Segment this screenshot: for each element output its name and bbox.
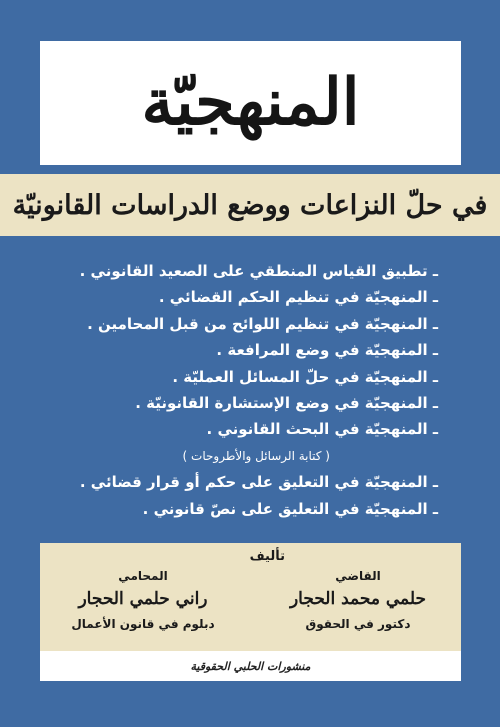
author-role: المحامي: [118, 569, 168, 583]
author-first: [263, 567, 453, 635]
publisher-panel: [40, 651, 461, 681]
contents-item: ـ المنهجيّة في وضع المرافعة .: [216, 341, 438, 360]
author-degree: دبلوم في قانون الأعمال: [71, 617, 215, 631]
contents-item: ـ المنهجيّة في التعليق على نصّ قانوني .: [142, 499, 438, 518]
authors-label: تأليف: [249, 549, 285, 564]
contents-item-note: ( كتابة الرسائل والأطروحات ): [182, 448, 330, 463]
author-role: القاضي: [335, 569, 381, 583]
author-name: راني حلمي الحجار: [78, 589, 208, 609]
book-title: المنهجيّة: [141, 65, 360, 140]
contents-item: ـ المنهجيّة في حلّ المسائل العمليّة .: [172, 367, 438, 386]
contents-item: ـ المنهجيّة في تنظيم اللوائح من قبل المحامين .: [87, 314, 438, 333]
book-subtitle: في حلّ النزاعات ووضع الدراسات القانونيّة: [12, 189, 488, 221]
contents-item: ـ المنهجيّة في التعليق على حكم أو قرار قضائي .: [79, 473, 438, 492]
authors-panel: [40, 543, 461, 651]
contents-item: ـ المنهجيّة في وضع الإستشارة القانونيّة .: [135, 393, 438, 412]
contents-item: ـ المنهجيّة في البحث القانوني .: [206, 420, 438, 439]
subtitle-band: [0, 174, 500, 236]
author-degree: دكتور في الحقوق: [305, 617, 411, 631]
title-panel: [40, 41, 461, 165]
contents-list: [79, 258, 438, 522]
contents-item: ـ تطبيق القياس المنطقي على الصعيد القانوني .: [79, 262, 438, 280]
author-second: [48, 567, 238, 635]
author-name: حلمي محمد الحجار: [289, 589, 427, 609]
contents-item: ـ المنهجيّة في تنظيم الحكم القضائي .: [158, 288, 438, 307]
publisher-name: منشورات الحلبي الحقوقية: [190, 659, 311, 673]
